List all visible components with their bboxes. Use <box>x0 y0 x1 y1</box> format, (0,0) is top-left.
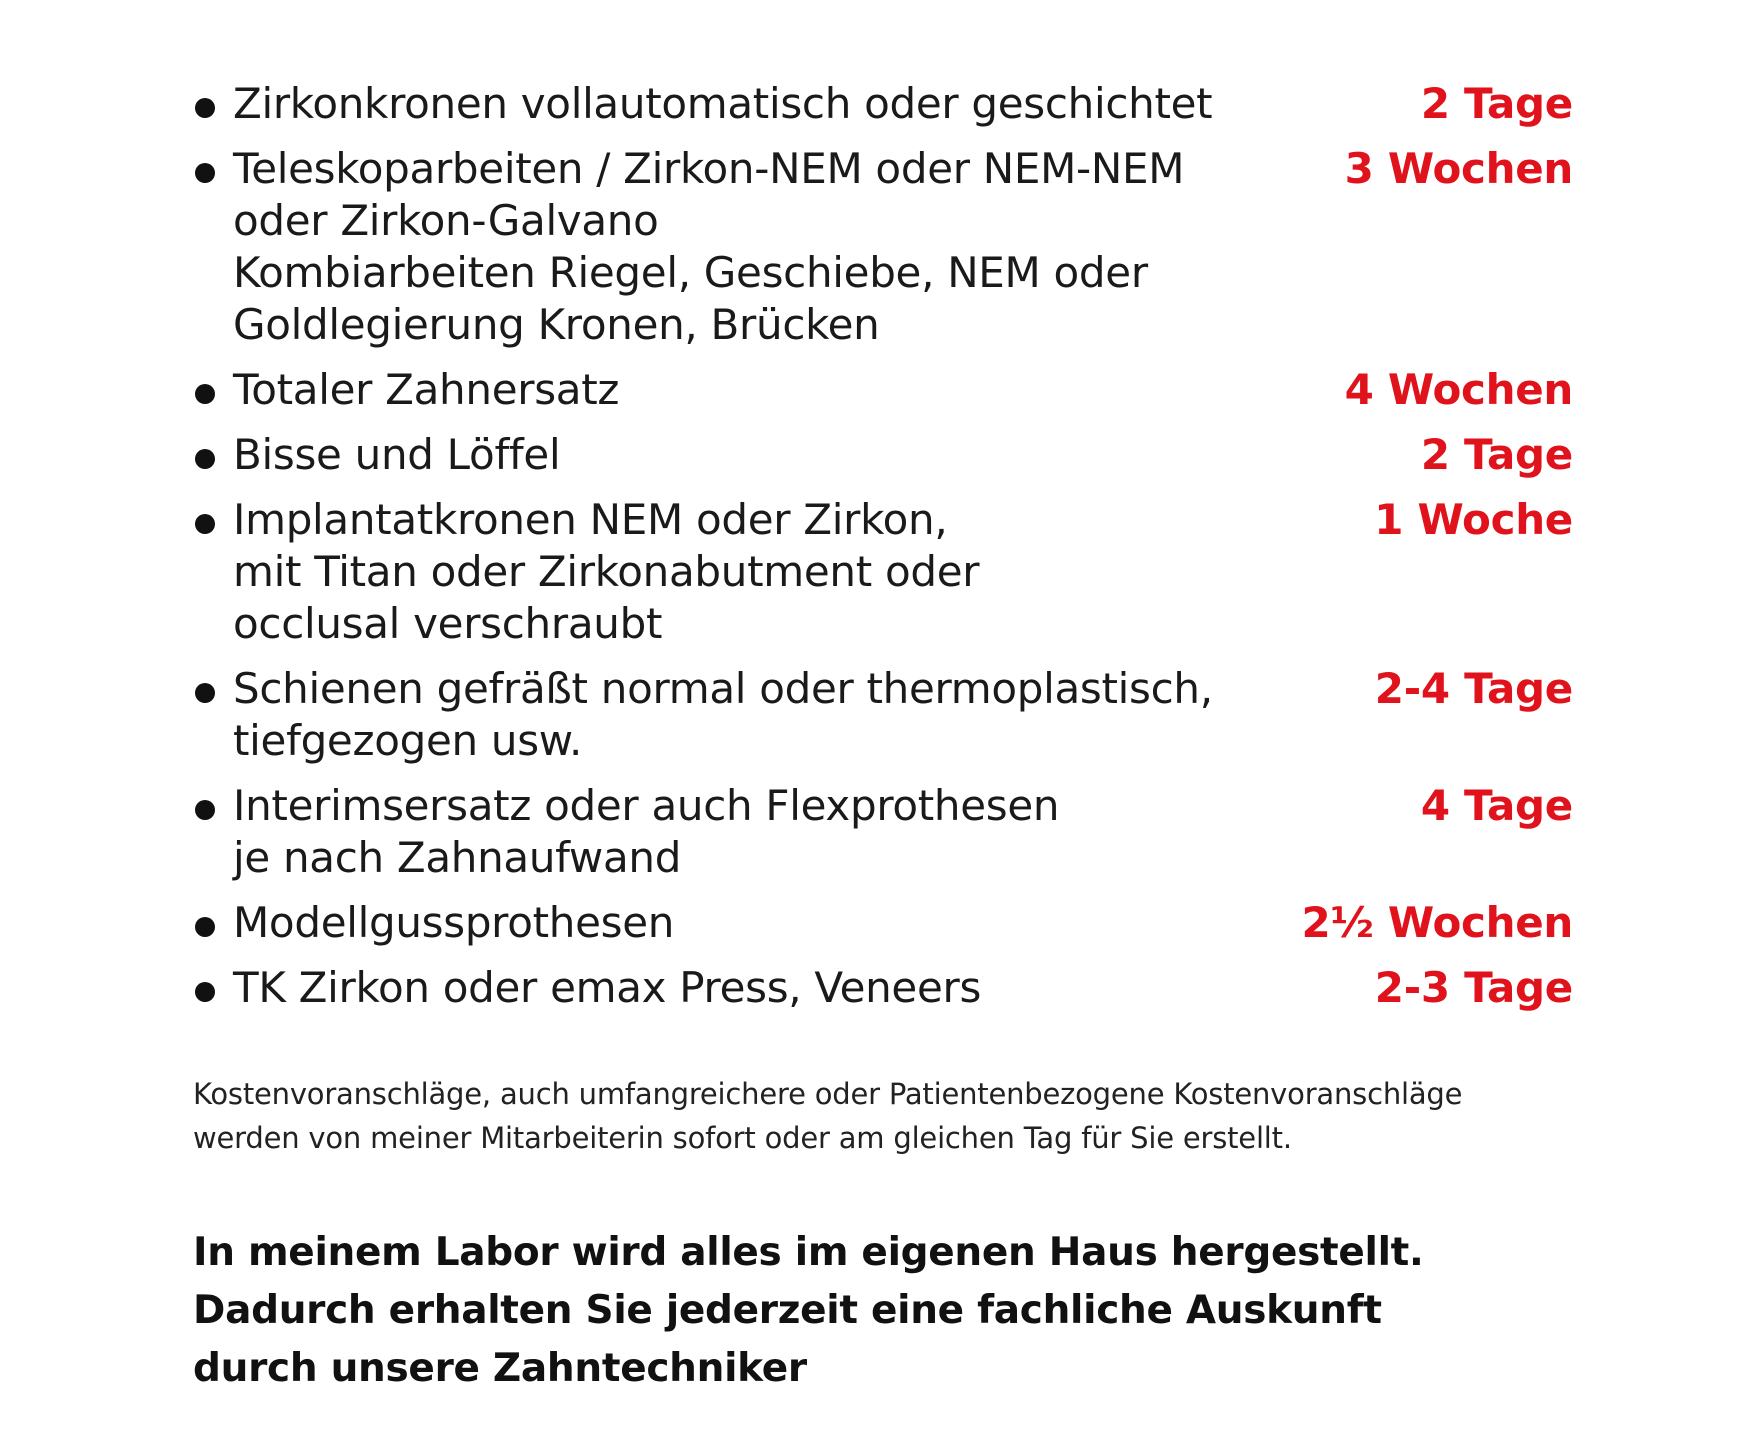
bullet-icon <box>195 663 233 715</box>
item-description: Interimsersatz oder auch Flexprothesen je nach Zahnaufwand <box>233 781 1060 882</box>
item-duration: 1 Woche <box>1374 495 1573 544</box>
list-item <box>195 429 1573 481</box>
closing-statement: In meinem Labor wird alles im eigenen Haus hergestellt. Dadurch erhalten Sie jederzeit eine fachliche Auskunft durch unsere Zahntechniker <box>193 1230 1424 1391</box>
bullet-icon <box>195 962 233 1014</box>
list-item <box>195 780 1573 884</box>
service-list <box>195 78 1573 1014</box>
bullet-icon <box>195 78 233 130</box>
item-duration: 2-4 Tage <box>1374 664 1573 713</box>
bullet-icon <box>195 143 233 195</box>
item-description: Implantatkronen NEM oder Zirkon, mit Titan oder Zirkonabutment oder occlusal verschraubt <box>233 495 980 648</box>
item-duration: 3 Wochen <box>1344 144 1573 193</box>
item-duration: 4 Tage <box>1420 781 1573 830</box>
list-item <box>195 143 1573 351</box>
bullet-icon <box>195 780 233 832</box>
item-description: TK Zirkon oder emax Press, Veneers <box>233 963 982 1012</box>
item-description: Totaler Zahnersatz <box>233 365 620 414</box>
list-item <box>195 364 1573 416</box>
list-item <box>195 78 1573 130</box>
item-duration: 2 Tage <box>1420 79 1573 128</box>
cost-estimate-note: Kostenvoranschläge, auch umfangreichere oder Patientenbezogene Kostenvoranschläge werden von meiner Mitarbeiterin sofort oder am gleichen Tag für Sie erstellt. <box>193 1077 1463 1155</box>
list-item <box>195 962 1573 1014</box>
item-duration: 4 Wochen <box>1344 365 1573 414</box>
bullet-icon <box>195 364 233 416</box>
item-description: Teleskoparbeiten / Zirkon-NEM oder NEM-NEM oder Zirkon-Galvano Kombiarbeiten Riegel, Geschiebe, NEM oder Goldlegierung Kronen, Brücken <box>233 144 1185 349</box>
item-description: Zirkonkronen vollautomatisch oder geschichtet <box>233 79 1213 128</box>
bullet-icon <box>195 494 233 546</box>
item-description: Bisse und Löffel <box>233 430 561 479</box>
item-duration: 2-3 Tage <box>1374 963 1573 1012</box>
list-item <box>195 494 1573 650</box>
list-item <box>195 663 1573 767</box>
bullet-icon <box>195 897 233 949</box>
item-duration: 2 Tage <box>1420 430 1573 479</box>
list-item <box>195 897 1573 949</box>
item-description: Modellgussprothesen <box>233 898 675 947</box>
item-duration: 2½ Wochen <box>1301 898 1573 947</box>
bullet-icon <box>195 429 233 481</box>
item-description: Schienen gefräßt normal oder thermoplastisch, tiefgezogen usw. <box>233 664 1213 765</box>
